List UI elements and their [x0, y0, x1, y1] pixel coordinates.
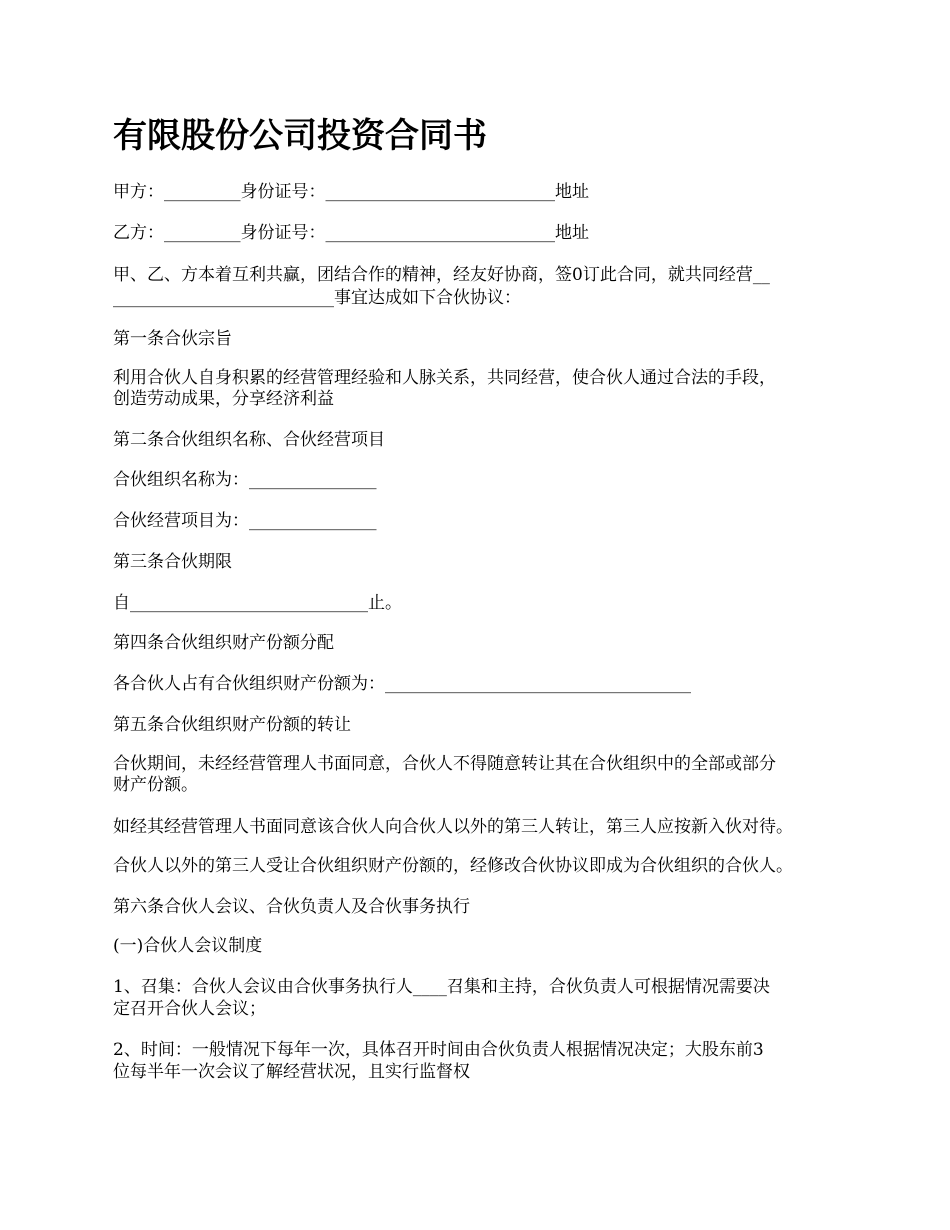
term-line: 自____________________________止。 [113, 593, 402, 613]
preamble-line-1: 甲、乙、方本着互利共赢，团结合作的精神，经友好协商，签0订此合同，就共同经营__ [113, 265, 770, 285]
article-6-heading: 第六条合伙人会议、合伙负责人及合伙事务执行 [113, 897, 470, 917]
party-b-line: 乙方：_________身份证号：___________________________地址 [113, 223, 589, 243]
business-item-line: 合伙经营项目为：_______________ [113, 511, 377, 531]
document-title: 有限股份公司投资合同书 [113, 116, 487, 156]
transfer-rule-line-2: 财产份额。 [113, 775, 198, 795]
preamble-line-2: __________________________事宜达成如下合伙协议： [113, 288, 521, 308]
article-1-text-line-2: 创造劳动成果，分享经济利益 [113, 389, 334, 409]
article-4-heading: 第四条合伙组织财产份额分配 [113, 633, 334, 653]
convening-line-1: 1、召集：合伙人会议由合伙事务执行人____召集和主持，合伙负责人可根据情况需要决 [113, 977, 770, 997]
article-3-heading: 第三条合伙期限 [113, 552, 232, 572]
meeting-system-heading: (一)合伙人会议制度 [113, 936, 263, 956]
convening-line-2: 定召开合伙人会议； [113, 999, 266, 1019]
article-2-heading: 第二条合伙组织名称、合伙经营项目 [113, 430, 385, 450]
party-a-line: 甲方：_________身份证号：___________________________地址 [113, 182, 589, 202]
article-1-heading: 第一条合伙宗旨 [113, 329, 232, 349]
org-name-line: 合伙组织名称为：_______________ [113, 470, 377, 490]
transfer-rule-line-1: 合伙期间，未经经营管理人书面同意，合伙人不得随意转让其在合伙组织中的全部或部分 [113, 754, 776, 774]
article-1-text-line-1: 利用合伙人自身积累的经营管理经验和人脉关系，共同经营，使合伙人通过合法的手段， [113, 368, 776, 388]
time-line-1: 2、时间：一般情况下每年一次，具体召开时间由合伙负责人根据情况决定；大股东前3 [113, 1040, 764, 1060]
third-party-partner-line: 合伙人以外的第三人受让合伙组织财产份额的，经修改合伙协议即成为合伙组织的合伙人。 [113, 856, 793, 876]
property-share-line: 各合伙人占有合伙组织财产份额为：____________________________________ [113, 674, 691, 694]
article-5-heading: 第五条合伙组织财产份额的转让 [113, 715, 351, 735]
time-line-2: 位每半年一次会议了解经营状况，且实行监督权 [113, 1062, 470, 1082]
third-party-transfer-line: 如经其经营管理人书面同意该合伙人向合伙人以外的第三人转让，第三人应按新入伙对待。 [113, 817, 793, 837]
